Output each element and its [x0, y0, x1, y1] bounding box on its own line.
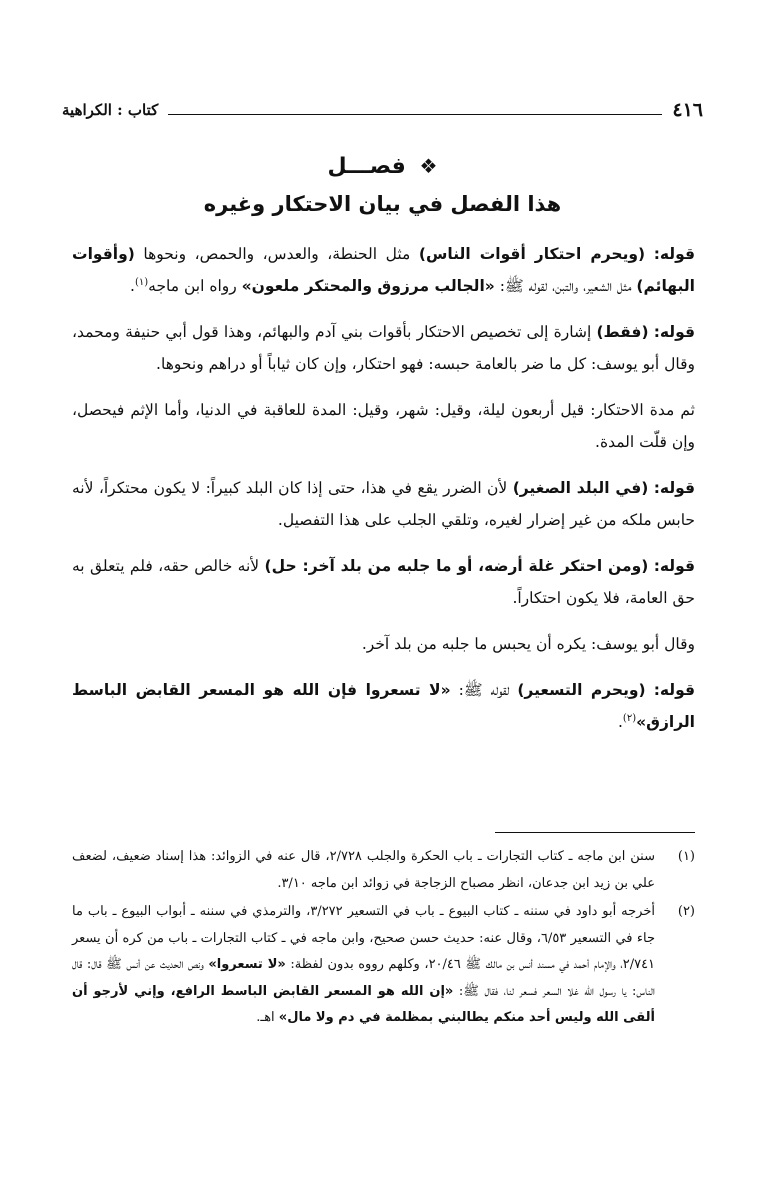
section-label: فصـــل: [327, 154, 406, 179]
punctuation: .: [130, 277, 135, 295]
qawl-marker: قوله:: [653, 681, 695, 699]
footnote-text: سنن ابن ماجه ـ كتاب التجارات ـ باب الحكرة والجلب ٢/٧٢٨، قال عنه في الزوائد: هذا إسناد ضعيف، لضعف علي بن زيد ابن جدعان، انظر مصباح الزجاجة في زوائد ابن ماجه ٣/١٠.: [72, 849, 655, 891]
footnotes: [72, 844, 695, 1034]
commentary-text: لقوله ﷺ:: [450, 681, 518, 699]
quoted-matn: (ومن احتكر غلة أرضه، أو ما جلبه من بلد آخر: حل): [264, 557, 649, 575]
commentary-text: مثل الحنطة، والعدس، والحمص، ونحوها: [134, 245, 419, 263]
header-rule: [168, 114, 662, 115]
paragraph-7: [72, 674, 695, 738]
commentary-text: إشارة إلى تخصيص الاحتكار بأقوات بني آدم والبهائم، وهذا قول أبي حنيفة ومحمد، وقال أبو يوسف: كل ما ضر بالعامة حبسه: فهو احتكار، وإن كان ثياباً أو دراهم ونحوها.: [72, 323, 695, 373]
commentary-text: مثل الشعير، والتبن، لقوله ﷺ:: [494, 277, 637, 295]
qawl-marker: قوله:: [653, 557, 695, 575]
paragraph-4: [72, 472, 695, 536]
commentary-text: رواه ابن ماجه: [148, 277, 242, 295]
quoted-matn: (فقط): [596, 323, 649, 341]
quoted-matn: (في البلد الصغير): [512, 479, 649, 497]
footnote-segment: اهـ.: [256, 1010, 279, 1025]
footnote-segment: أخرجه أبو داود في سننه ـ كتاب البيوع ـ باب في التسعير ٣/٢٧٢، والترمذي في سننه ـ أبواب البيوع ـ باب ما جاء في التسعير ٦/٥٣، وقال عنه: حديث حسن صحيح، وابن ماجه في ـ كتاب التجارات ـ باب من كره أن يسعر ٢/٧٤١، والإمام أحمد في مسند أنس بن مالك ﷺ ٢٠/٤٦، وكلهم رووه بدون لفظة:: [72, 904, 656, 972]
qawl-marker: قوله:: [653, 245, 695, 263]
paragraph-2: [72, 316, 695, 380]
footnote-ref[interactable]: (١): [134, 276, 149, 288]
footnote-segment: ونص الحديث عن أنس ﷺ قال: قال الناس: يا رسول الله غلا السعر فسعر لنا، فقال ﷺ:: [72, 957, 655, 999]
commentary-text: لأنه خالص حقه، فلم يتعلق به حق العامة، فلا يكون احتكاراً.: [72, 557, 695, 607]
section-subtitle: هذا الفصل في بيان الاحتكار وغيره: [203, 192, 562, 216]
footnote-bold: «إن الله هو المسعر القابض الباسط الرافع، وإني لأرجو أن ألقى الله وليس أحد منكم يطالبني بمظلمة في دم ولا مال»: [72, 983, 655, 1025]
ornament-icon: ❖: [419, 154, 438, 178]
running-title: كتاب : الكراهية: [62, 101, 159, 119]
section-heading: [0, 154, 765, 179]
quoted-matn: (ويحرم احتكار أقوات الناس): [418, 245, 646, 263]
paragraph-5: [72, 550, 695, 614]
hadith-quote: «لا تسعروا فإن الله هو المسعر القابض الباسط الرازق»: [72, 681, 695, 731]
footnote-separator: [495, 832, 695, 833]
main-text: [72, 238, 695, 752]
paragraph-1: [72, 238, 695, 302]
footnote-1: [72, 844, 695, 897]
qawl-marker: قوله:: [653, 479, 696, 497]
quoted-matn: (ويحرم التسعير): [517, 681, 646, 699]
page-number: ٤١٦: [672, 99, 703, 121]
qawl-marker: قوله:: [653, 323, 695, 341]
commentary-text: وقال أبو يوسف: يكره أن يحبس ما جلبه من بلد آخر.: [361, 635, 695, 653]
page-header: [62, 96, 703, 124]
paragraph-6: [72, 628, 695, 660]
commentary-text: ثم مدة الاحتكار: قيل أربعون ليلة، وقيل: شهر، وقيل: المدة للعاقبة في الدنيا، وأما الإثم فيحصل، وإن قلّت المدة.: [72, 401, 695, 451]
commentary-text: لأن الضرر يقع في هذا، حتى إذا كان البلد كبيراً: لا يكون محتكراً، لأنه حابس ملكه من غير إضرار لغيره، وتلقي الجلب على هذا التفصيل.: [72, 479, 695, 529]
quoted-matn: (وأقوات البهائم): [72, 245, 695, 295]
footnote-ref[interactable]: (٢): [622, 712, 637, 724]
punctuation: .: [617, 713, 623, 731]
paragraph-3: [72, 394, 695, 458]
footnote-2: [72, 899, 695, 1032]
footnote-number: (٢): [677, 904, 695, 919]
footnote-number: (١): [677, 849, 695, 864]
footnote-text: [72, 899, 655, 1032]
footnote-bold: «لا تسعروا»: [208, 957, 286, 972]
hadith-quote: «الجالب مرزوق والمحتكر ملعون»: [241, 277, 495, 295]
